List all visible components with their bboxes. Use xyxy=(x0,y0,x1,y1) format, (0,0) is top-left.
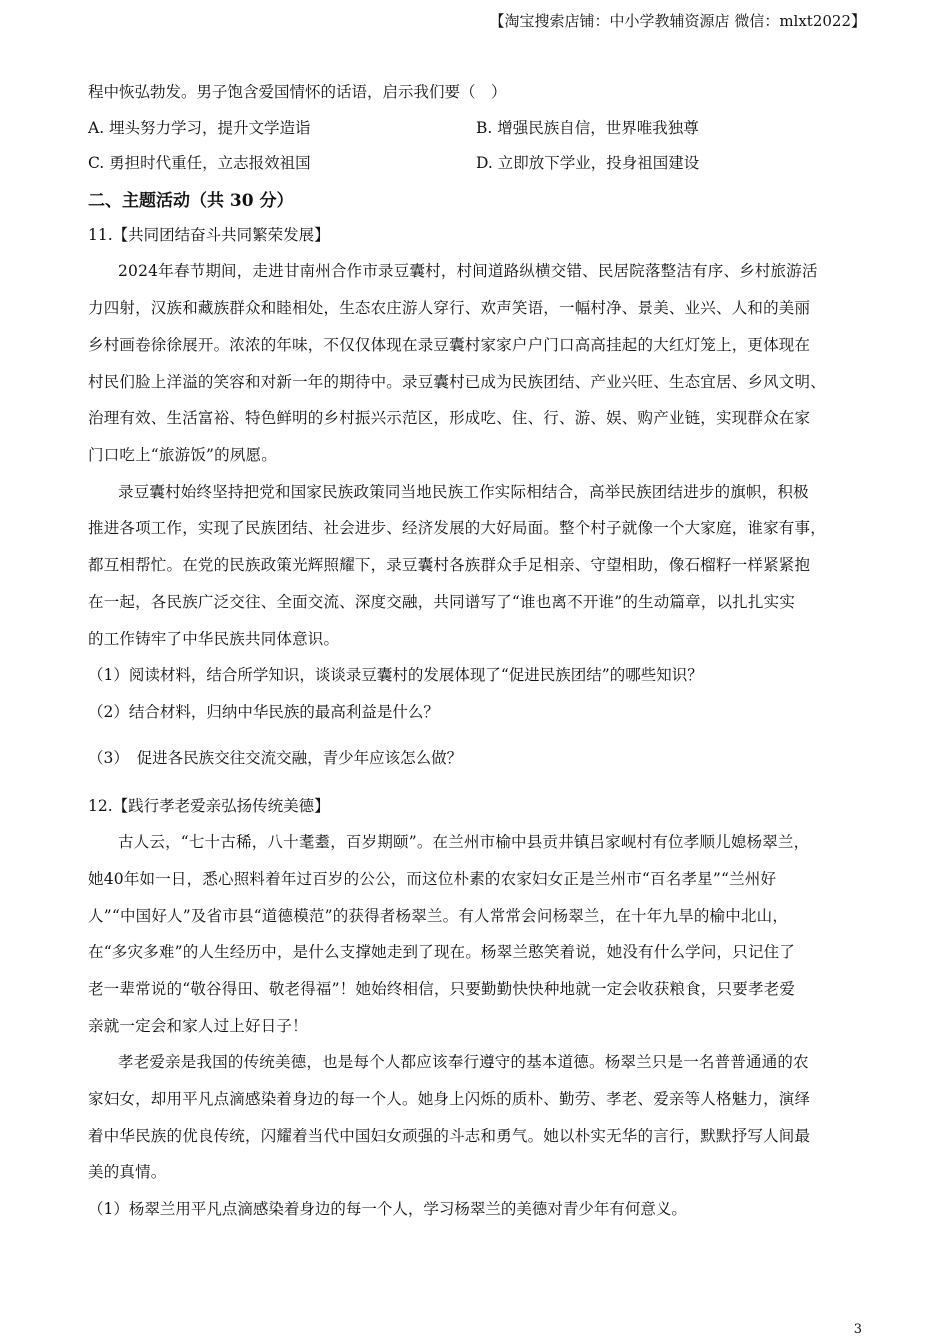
q10-option-d: D. 立即放下学业，投身祖国建设 xyxy=(476,154,700,172)
q12-question-1: （1）杨翠兰用平凡点滴感染着身边的每一个人，学习杨翠兰的美德对青少年有何意义。 xyxy=(88,1200,687,1218)
q11-question-2: （2）结合材料，归纳中华民族的最高利益是什么？ xyxy=(88,703,439,721)
q12-line: 她40年如一日，悉心照料着年过百岁的公公，而这位朴素的农家妇女正是兰州市“百名孝星”“兰州好 xyxy=(88,870,777,888)
q11-question-3: （3） 促进各民族交往交流交融，青少年应该怎么做？ xyxy=(88,749,463,767)
q10-option-a: A. 埋头努力学习，提升文学造诣 xyxy=(88,119,311,137)
q11-line: 治理有效、生活富裕、特色鲜明的乡村振兴示范区，形成吃、住、行、游、娱、购产业链，实现群众在家 xyxy=(88,409,811,427)
page-number: 3 xyxy=(853,1322,862,1337)
q11-line: 推进各项工作，实现了民族团结、社会进步、经济发展的大好局面。整个村子就像一个大家庭，谁家有事， xyxy=(88,519,826,537)
q11-question-1: （1）阅读材料，结合所学知识，谈谈录豆囊村的发展体现了“促进民族团结”的哪些知识？ xyxy=(88,666,703,684)
q11-line: 门口吃上“旅游饭”的夙愿。 xyxy=(88,446,277,464)
q12-line: 美的真情。 xyxy=(88,1163,167,1181)
q11-line: 录豆囊村始终坚持把党和国家民族政策同当地民族工作实际相结合，高举民族团结进步的旗帜，积极 xyxy=(118,483,809,501)
section-title: 二、主题活动（共 30 分） xyxy=(88,191,294,211)
q11-line: 村民们脸上洋溢的笑容和对新一年的期待中。录豆囊村已成为民族团结、产业兴旺、生态宜居、乡风文明、 xyxy=(88,373,826,391)
q10-option-c: C. 勇担时代重任，立志报效祖国 xyxy=(88,154,311,172)
q11-line: 力四射，汉族和藏族群众和睦相处，生态农庄游人穿行、欢声笑语，一幅村净、景美、业兴、人和的美丽 xyxy=(88,299,811,317)
q10-stem-end: 程中恢弘勃发。男子饱含爱国情怀的话语，启示我们要（ ） xyxy=(88,83,507,101)
q12-line: 老一辈常说的“敬谷得田、敬老得福”！她始终相信，只要勤勤快快种地就一定会收获粮食，只要孝老爱 xyxy=(88,980,796,998)
q12-title: 12.【践行孝老爱亲弘扬传统美德】 xyxy=(88,797,330,815)
q11-line: 在一起，各民族广泛交往、全面交流、深度交融，共同谱写了“谁也离不开谁”的生动篇章，以扎扎实实 xyxy=(88,593,796,611)
q12-line: 家妇女，却用平凡点滴感染着身边的每一个人。她身上闪烁的质朴、勤劳、孝老、爱亲等人格魅力，演绎 xyxy=(88,1090,811,1108)
q12-line: 着中华民族的优良传统，闪耀着当代中国妇女顽强的斗志和勇气。她以朴实无华的言行，默默抒写人间最 xyxy=(88,1127,811,1145)
q11-line: 都互相帮忙。在党的民族政策光辉照耀下，录豆囊村各族群众手足相亲、守望相助，像石榴籽一样紧紧抱 xyxy=(88,556,811,574)
q12-line: 古人云，“七十古稀，八十耄耋，百岁期颐”。在兰州市榆中县贡井镇吕家岘村有位孝顺儿媳杨翠兰， xyxy=(118,833,810,851)
q11-line: 乡村画卷徐徐展开。浓浓的年味，不仅仅体现在录豆囊村家家户户门口高高挂起的大红灯笼上，更体现在 xyxy=(88,336,811,354)
q11-line: 的工作铸牢了中华民族共同体意识。 xyxy=(88,630,340,648)
page-header-watermark: 【淘宝搜索店铺：中小学教辅资源店 微信：mlxt2022】 xyxy=(489,12,866,30)
q12-line: 亲就一定会和家人过上好日子！ xyxy=(88,1017,308,1035)
q11-line: 2024年春节期间，走进甘南州合作市录豆囊村，村间道路纵横交错、民居院落整洁有序、乡村旅游活 xyxy=(118,262,818,280)
q12-line: 人”“中国好人”及省市县“道德模范”的获得者杨翠兰。有人常常会问杨翠兰，在十年九旱的榆中北山， xyxy=(88,907,789,925)
q12-line: 孝老爱亲是我国的传统美德，也是每个人都应该奉行遵守的基本道德。杨翠兰只是一名普普通通的农 xyxy=(118,1053,809,1071)
q10-option-b: B. 增强民族自信，世界唯我独尊 xyxy=(476,119,699,137)
q11-title: 11.【共同团结奋斗共同繁荣发展】 xyxy=(88,226,330,244)
q12-line: 在“多灾多难”的人生经历中，是什么支撑她走到了现在。杨翠兰憨笑着说，她没有什么学问，只记住了 xyxy=(88,943,796,961)
